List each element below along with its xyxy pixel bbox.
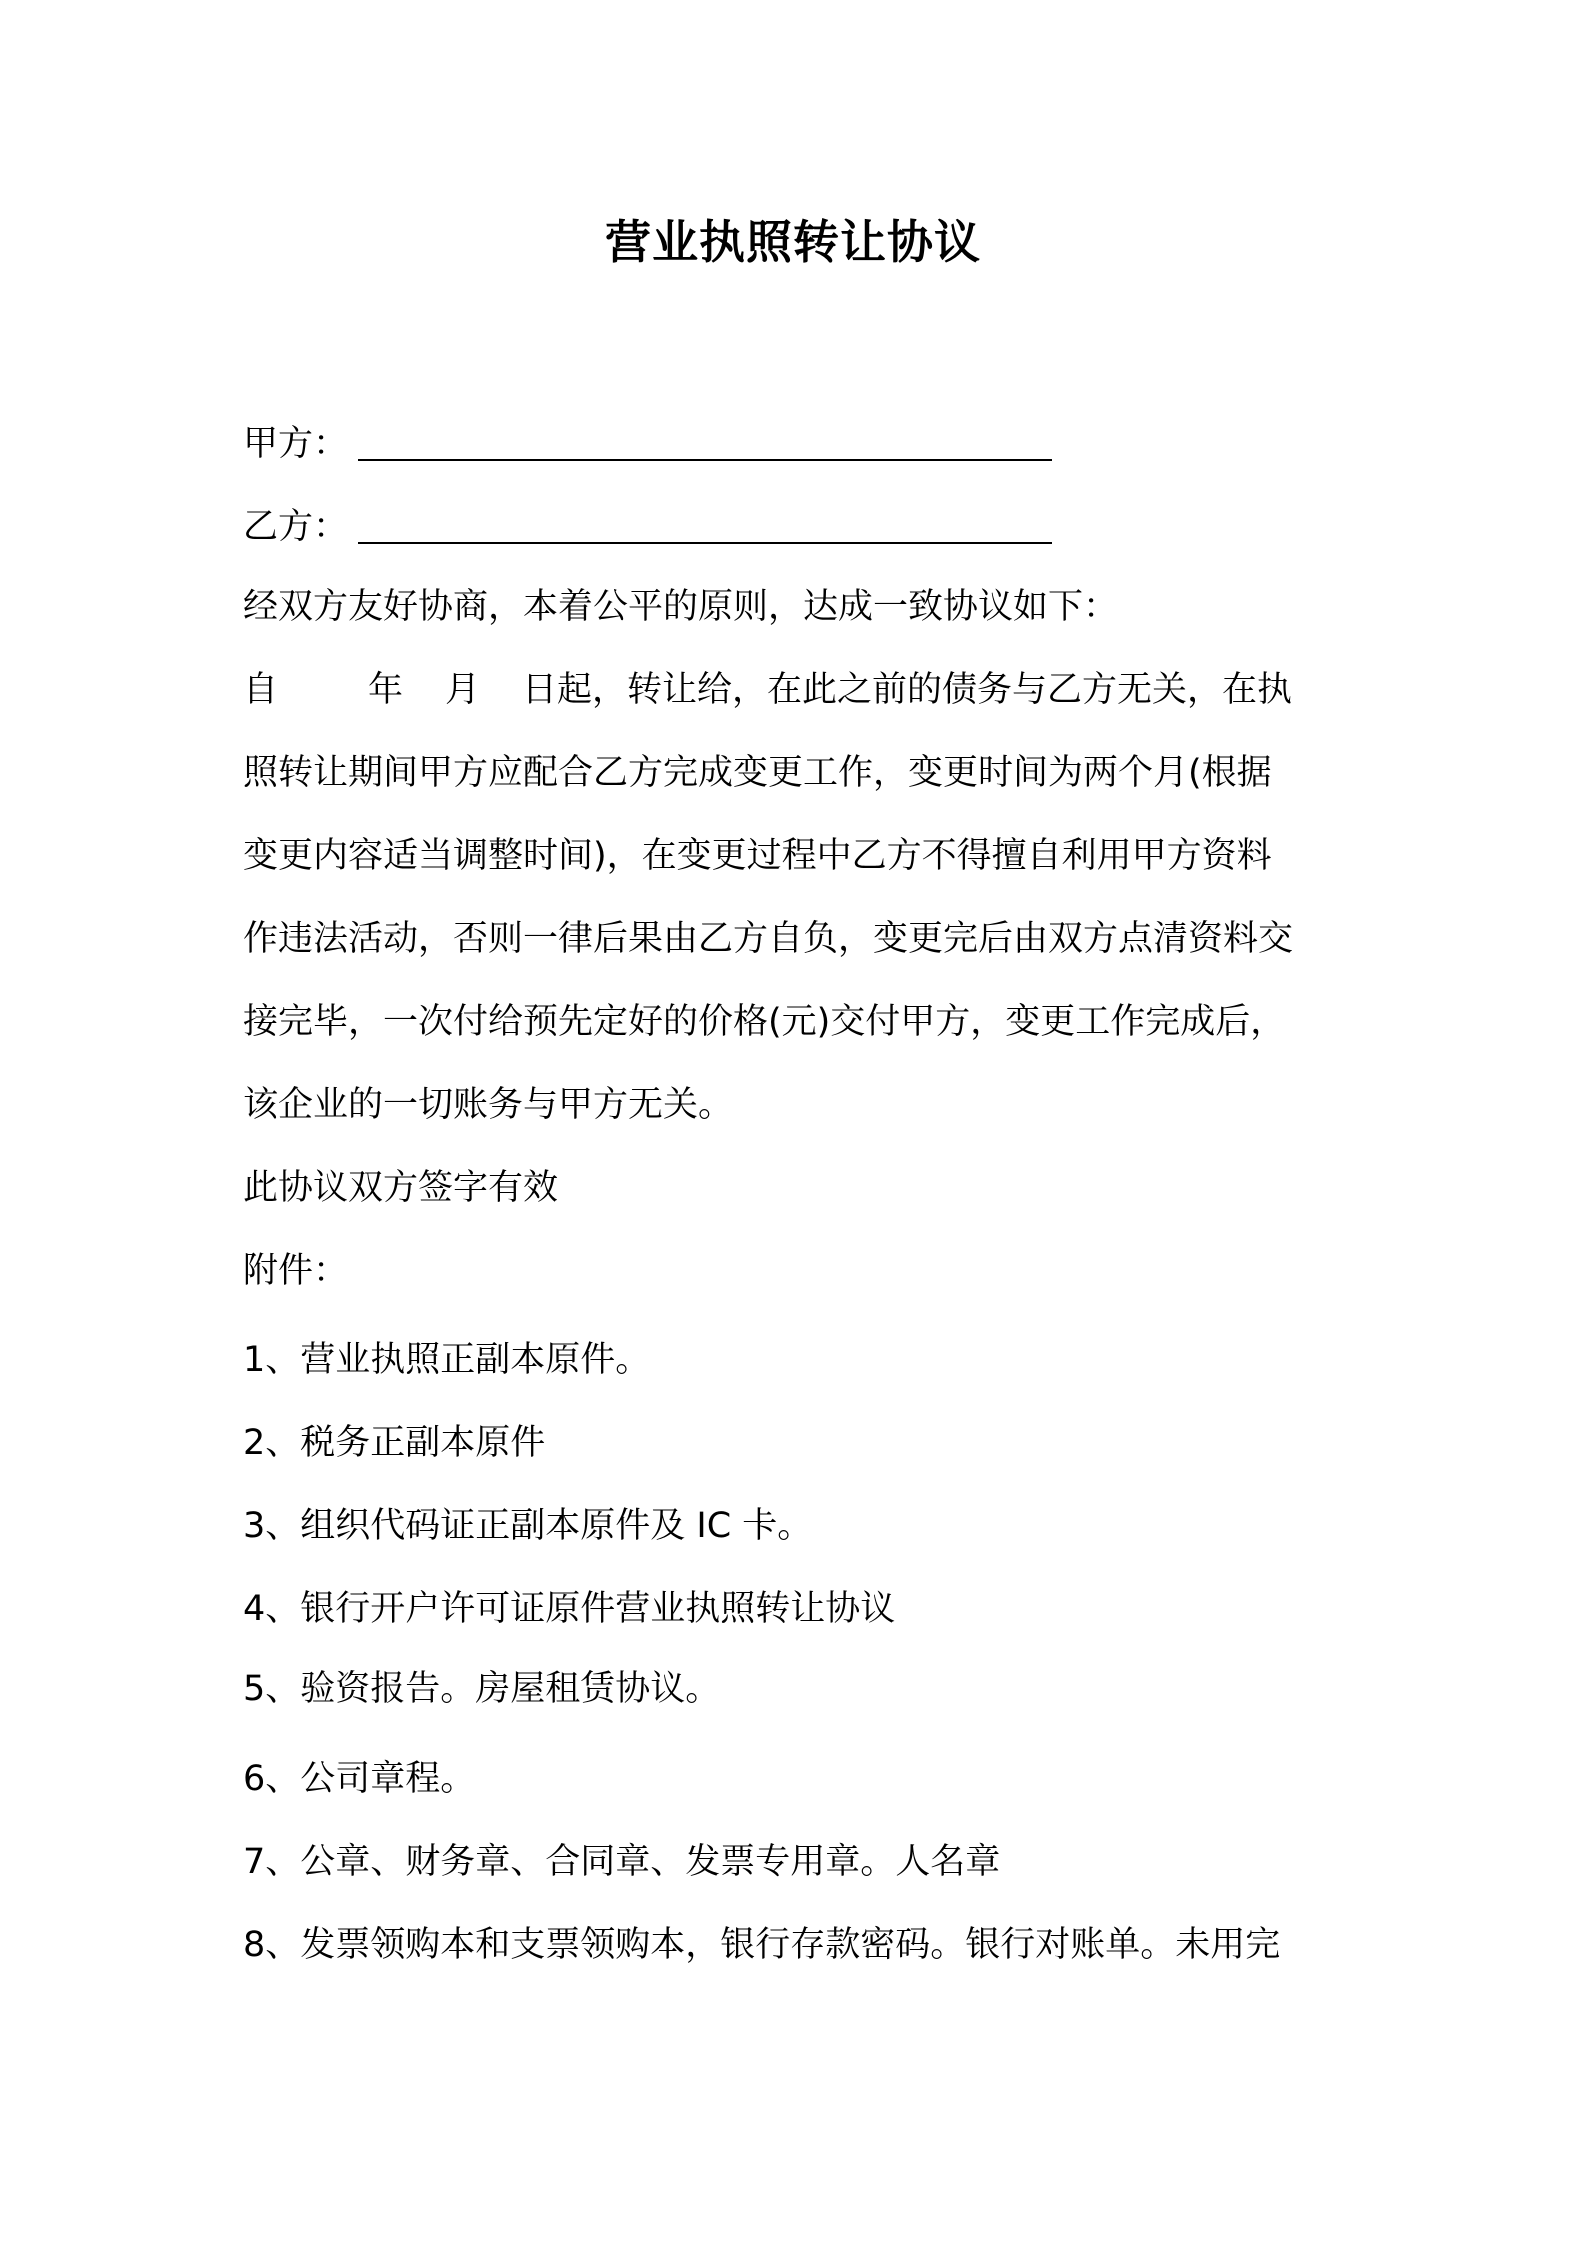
attachment-item: 1、营业执照正副本原件。 (243, 1340, 651, 1380)
party-a-label: 甲方： (243, 424, 349, 464)
body-line: 该企业的一切账务与甲方无关。 (243, 1085, 734, 1125)
body-line: 接完毕，一次付给预先定好的价格(元)交付甲方，变更工作完成后， (243, 1002, 1286, 1042)
attachments-label: 附件： (243, 1251, 349, 1291)
party-a-blank (358, 459, 1052, 461)
intro-text: 经双方友好协商，本着公平的原则，达成一致协议如下： (243, 587, 1119, 627)
party-a-line (243, 420, 1052, 468)
attachment-item: 3、组织代码证正副本原件及 IC 卡。 (243, 1506, 813, 1546)
attachment-item: 7、公章、财务章、合同章、发票专用章。人名章 (243, 1842, 1001, 1882)
body-line: 照转让期间甲方应配合乙方完成变更工作，变更时间为两个月(根据 (243, 753, 1272, 793)
attachment-item: 4、银行开户许可证原件营业执照转让协议 (243, 1589, 896, 1629)
date-day-text: 日起，转让给，在此之前的债务与乙方无关，在执 (522, 670, 1293, 710)
date-year-text: 年 (368, 670, 404, 710)
date-month-text: 月 (445, 670, 481, 710)
attachment-item: 6、公司章程。 (243, 1759, 476, 1799)
party-b-line (243, 503, 1052, 551)
party-b-label: 乙方： (243, 507, 349, 547)
body-line: 变更内容适当调整时间)，在变更过程中乙方不得擅自利用甲方资料 (243, 836, 1272, 876)
body-line: 作违法活动，否则一律后果由乙方自负，变更完后由双方点清资料交 (243, 919, 1294, 959)
signature-note: 此协议双方签字有效 (243, 1168, 559, 1208)
attachment-item: 8、发票领购本和支票领购本，银行存款密码。银行对账单。未用完 (243, 1925, 1281, 1965)
attachment-item: 2、税务正副本原件 (243, 1423, 546, 1463)
party-b-blank (358, 542, 1052, 544)
attachment-item: 5、验资报告。房屋租赁协议。 (243, 1669, 721, 1709)
document-title: 营业执照转让协议 (605, 215, 981, 269)
date-from-text: 自 (243, 670, 279, 710)
date-line (243, 666, 1292, 714)
